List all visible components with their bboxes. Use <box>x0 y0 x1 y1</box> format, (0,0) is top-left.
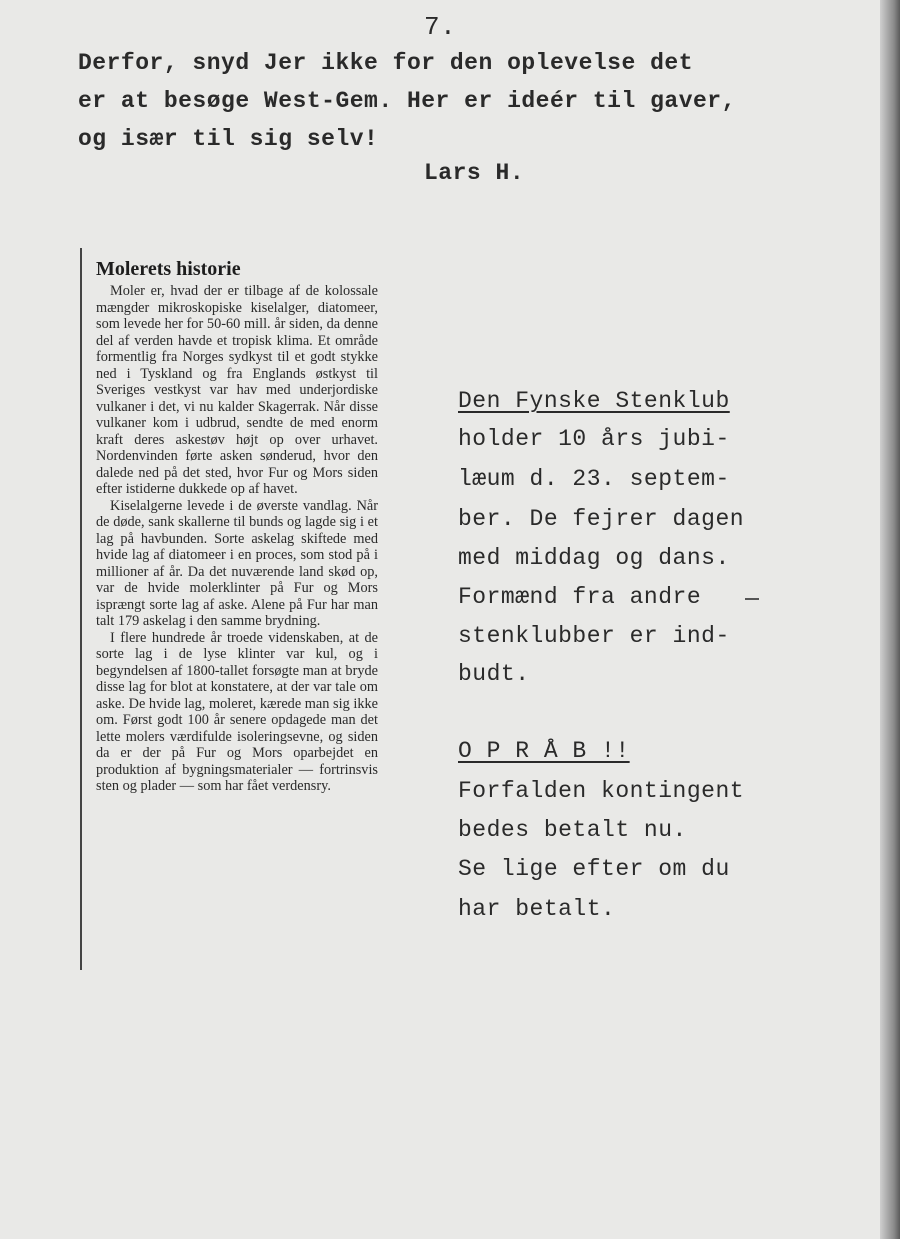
clipping-paragraph-1: Moler er, hvad der er tilbage af de kolossale mængder mikroskopiske kiselalger, diatomeer, som levede her for 50-60 mill. år siden, da denne del af verden havde et tropisk klima. Et område formentlig fra Norges sydkyst til et godt stykke ned i Tyskland og fra Englands østkyst til Sveriges vestkyst var hav med underjordiske vulkaner i det, vi nu kalder Skagerrak. Når disse vulkaner kom i udbrud, sendte de med enorm kraft deres askestøv højt op over urhavet. Nordenvinden førte asken sønderud, hvor den dalede ned på det sted, hvor Fur og Mors siden efter istiderne dukkede op af havet. <box>96 283 378 497</box>
notice2-line-3: Se lige efter om du <box>458 856 730 882</box>
signature: Lars H. <box>424 160 525 186</box>
intro-line-1: Derfor, snyd Jer ikke for den oplevelse det <box>78 50 693 76</box>
notice2-heading: O P R Å B !! <box>458 738 630 764</box>
notice1-line-6: stenklubber er ind- <box>458 623 730 649</box>
notice1-line-7: budt. <box>458 661 530 687</box>
clipping-body <box>96 283 378 795</box>
notice1-line-4: med middag og dans. <box>458 545 730 571</box>
notice1-line-5: Formænd fra andre <box>458 584 702 610</box>
clipping-paragraph-2: Kiselalgerne levede i de øverste vandlag. Når de døde, sank skallerne til bunds og lagde sig i et lag på havbunden. Sorte askelag skiftede med hvide lag af diatomeer i en proces, som stod på i millioner af år. Da det nuværende land skød op, var de hvide molerklinter på Fur og Mors isprængt sorte lag af aske. Alene på Fur har man talt 179 askelag i den samme brydning. <box>96 497 378 629</box>
notice2-line-4: har betalt. <box>458 896 616 922</box>
stray-dash-mark <box>745 598 759 600</box>
page-edge-shadow <box>880 0 900 1239</box>
notice1-line-3: ber. De fejrer dagen <box>458 506 745 532</box>
notice2-line-1: Forfalden kontingent <box>458 778 745 804</box>
clipping-paragraph-3: I flere hundrede år troede videnskaben, at de sorte lag i de lyse klinter var kul, og i begyndelsen af 1800-tallet forsøgte man at bryde disse lag for blot at konstatere, at der var tale om aske. De hvide lag, moleret, kærede man sig ikke om. Først godt 100 år senere opdagede man det lette molers værdifulde isoleringsevne, og siden da er der på Fur og Mors oparbejdet en produktion af bygningsmaterialer — fortrinsvis sten og plader — som har fået verdensry. <box>96 629 378 794</box>
intro-line-2: er at besøge West-Gem. Her er ideér til gaver, <box>78 88 736 114</box>
notice2-line-2: bedes betalt nu. <box>458 817 687 843</box>
clipping-title: Molerets historie <box>96 258 241 280</box>
intro-line-3: og især til sig selv! <box>78 126 379 152</box>
notice1-heading: Den Fynske Stenklub <box>458 388 730 414</box>
page-number: 7. <box>424 12 457 42</box>
notice1-line-1: holder 10 års jubi- <box>458 426 730 452</box>
newspaper-clipping <box>80 248 378 970</box>
notice1-line-2: læum d. 23. septem- <box>458 466 730 492</box>
